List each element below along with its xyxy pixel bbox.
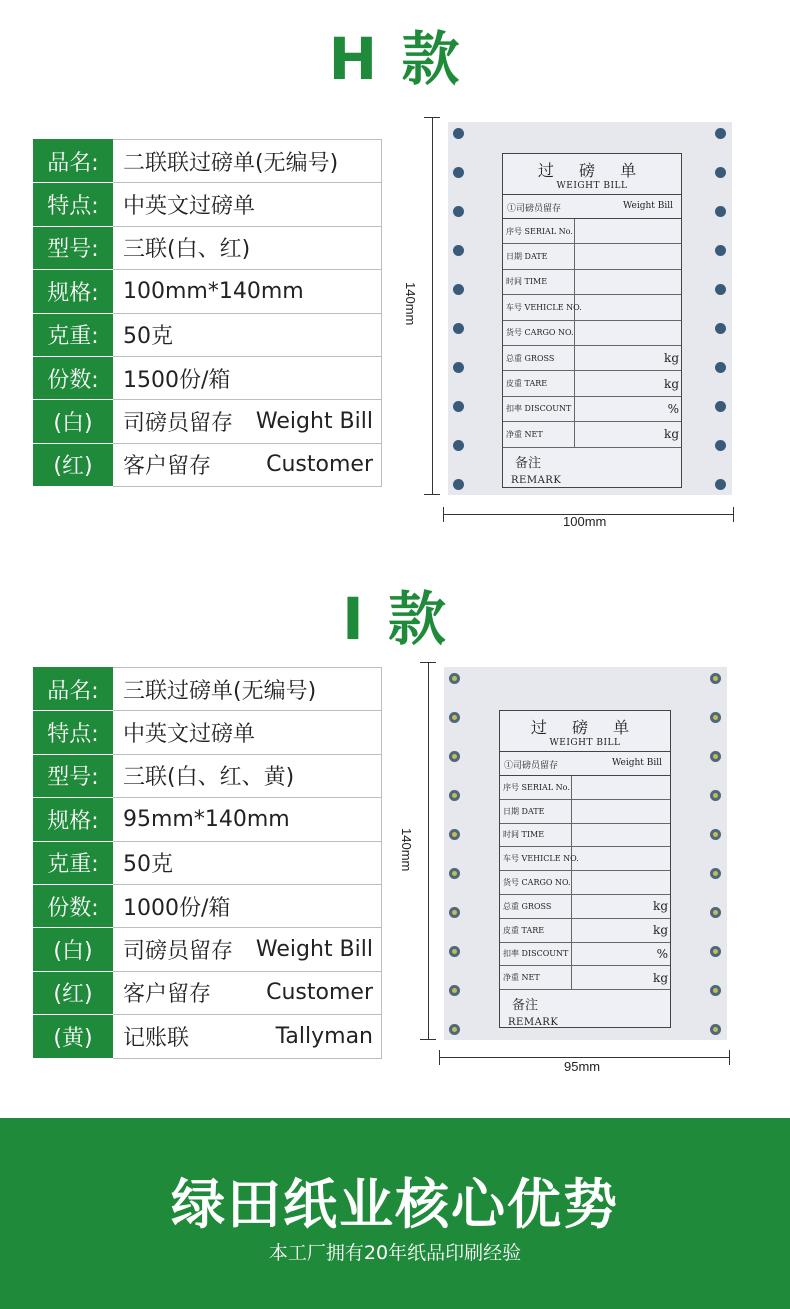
form-row <box>500 919 670 943</box>
form-row <box>503 219 681 244</box>
tractor-hole <box>453 323 464 334</box>
spec-row <box>34 140 382 183</box>
spec-table-h <box>33 139 382 487</box>
form-row-unit: kg <box>653 899 668 914</box>
height-dimension-line-i <box>428 662 429 1040</box>
spec-value-cell <box>113 711 382 754</box>
spec-value-cell <box>113 400 382 443</box>
tractor-hole <box>449 751 460 762</box>
spec-value: 50克 <box>123 852 173 878</box>
form-row-label: 日期 DATE <box>503 244 575 268</box>
spec-value-cell <box>113 270 382 313</box>
spec-row <box>34 1015 382 1058</box>
tractor-hole <box>449 790 460 801</box>
spec-row <box>34 711 382 754</box>
form-row-label: 时间 TIME <box>503 270 575 294</box>
form-row-label: 皮重 TARE <box>503 371 575 395</box>
left-tractor-holes <box>444 667 466 1040</box>
spec-value: 1000份/箱 <box>123 895 231 921</box>
form-row <box>503 422 681 447</box>
banner-subtitle: 本工厂拥有20年纸品印刷经验 <box>268 1242 522 1264</box>
form-title-cn: 过 磅 单 <box>537 161 647 180</box>
form-row-label: 日期 DATE <box>500 800 572 823</box>
spec-value-cell <box>113 183 382 226</box>
spec-label: (黄) <box>34 1015 113 1058</box>
spec-value: 司磅员留存 <box>123 939 234 965</box>
spec-value-cell <box>113 1015 382 1058</box>
height-dimension-cap-bottom-h <box>424 494 440 495</box>
height-dimension-cap-top-h <box>424 117 440 118</box>
form-row <box>500 847 670 871</box>
form-title-en: WEIGHT BILL <box>503 181 681 195</box>
spec-label: 品名: <box>34 140 113 183</box>
spec-label: (白) <box>34 400 113 443</box>
spec-value-cell <box>113 443 382 486</box>
height-dimension-line-h <box>432 117 433 495</box>
spec-value: 客户留存 <box>123 454 212 480</box>
form-row-label: 货号 CARGO NO. <box>503 321 575 345</box>
tractor-hole <box>715 362 726 373</box>
form-copy-en: Weight Bill <box>611 758 662 768</box>
spec-value-english: Weight Bill <box>255 409 373 435</box>
form-remark-en: REMARK <box>508 1017 559 1029</box>
spec-value: 100mm*140mm <box>123 278 304 304</box>
spec-value-cell <box>113 971 382 1014</box>
form-row-label: 序号 SERIAL No. <box>503 219 575 243</box>
tractor-hole <box>715 128 726 139</box>
form-row <box>500 943 670 967</box>
form-row <box>500 776 670 800</box>
form-row-label: 净重 NET <box>503 422 575 446</box>
spec-value-cell <box>113 140 382 183</box>
tractor-hole <box>710 1024 721 1035</box>
spec-value: 中英文过磅单 <box>123 722 256 748</box>
spec-row <box>34 400 382 443</box>
right-tractor-holes <box>705 667 727 1040</box>
tractor-hole <box>449 1024 460 1035</box>
form-copy-line <box>503 195 681 219</box>
tractor-hole <box>710 985 721 996</box>
tractor-hole <box>710 868 721 879</box>
weight-bill-form-i <box>499 710 671 1028</box>
tractor-hole <box>453 362 464 373</box>
form-title-en: WEIGHT BILL <box>500 738 670 752</box>
tractor-hole <box>715 401 726 412</box>
form-row <box>503 270 681 295</box>
spec-value: 二联联过磅单(无编号) <box>123 150 339 176</box>
tractor-hole <box>715 206 726 217</box>
tractor-hole <box>715 245 726 256</box>
spec-value-english: Customer <box>266 452 373 478</box>
spec-value: 三联(白、红、黄) <box>123 765 295 791</box>
section-heading-i: I 款 <box>342 585 448 653</box>
spec-value-cell <box>113 226 382 269</box>
spec-value: 记账联 <box>123 1025 190 1051</box>
form-row <box>500 966 670 990</box>
height-dimension-label-i: 140mm <box>399 828 414 872</box>
section-heading-h: H 款 <box>328 25 462 93</box>
height-dimension-cap-top-i <box>420 662 436 663</box>
spec-row <box>34 884 382 927</box>
spec-label: 份数: <box>34 884 113 927</box>
form-row <box>503 295 681 320</box>
tractor-hole <box>449 673 460 684</box>
spec-value-cell <box>113 928 382 971</box>
form-copy-line <box>500 752 670 776</box>
form-row <box>503 346 681 371</box>
spec-row <box>34 356 382 399</box>
form-row-label: 车号 VEHICLE NO. <box>503 295 575 319</box>
form-row-label: 总重 GROSS <box>500 895 572 918</box>
spec-value: 司磅员留存 <box>123 411 234 437</box>
tractor-hole <box>715 479 726 490</box>
width-dimension-cap-right-i <box>729 1050 730 1065</box>
tractor-hole <box>453 284 464 295</box>
spec-value: 客户留存 <box>123 982 212 1008</box>
form-row-unit: kg <box>653 923 668 938</box>
form-row-unit: kg <box>664 351 679 366</box>
spec-label: 特点: <box>34 183 113 226</box>
tractor-hole <box>453 401 464 412</box>
tractor-hole <box>715 440 726 451</box>
form-copy-en: Weight Bill <box>622 201 673 211</box>
spec-row <box>34 928 382 971</box>
tractor-hole <box>449 946 460 957</box>
form-copy-cn: ①司磅员留存 <box>507 204 562 214</box>
spec-value-english: Weight Bill <box>255 937 373 963</box>
height-dimension-cap-bottom-i <box>420 1039 436 1040</box>
tractor-hole <box>710 751 721 762</box>
tractor-hole <box>453 245 464 256</box>
left-tractor-holes <box>448 122 470 495</box>
banner-title: 绿田纸业核心优势 <box>171 1173 619 1236</box>
tractor-hole <box>710 907 721 918</box>
width-dimension-label-i: 95mm <box>564 1059 601 1074</box>
form-row <box>503 371 681 396</box>
form-row-label: 扣率 DISCOUNT <box>503 397 575 421</box>
spec-row <box>34 183 382 226</box>
width-dimension-label-h: 100mm <box>563 514 607 529</box>
tractor-hole <box>710 946 721 957</box>
spec-label: 规格: <box>34 270 113 313</box>
spec-label: (白) <box>34 928 113 971</box>
spec-value: 95mm*140mm <box>123 806 290 832</box>
spec-label: 克重: <box>34 313 113 356</box>
tractor-hole <box>453 206 464 217</box>
tractor-hole <box>710 673 721 684</box>
form-row-label: 货号 CARGO NO. <box>500 871 572 894</box>
tractor-hole <box>449 985 460 996</box>
form-row-unit: kg <box>664 376 679 391</box>
spec-label: (红) <box>34 443 113 486</box>
spec-label: 份数: <box>34 356 113 399</box>
spec-value-english: Tallyman <box>275 1023 373 1049</box>
spec-row <box>34 226 382 269</box>
spec-row <box>34 443 382 486</box>
spec-row <box>34 971 382 1014</box>
form-row-unit: kg <box>653 970 668 985</box>
tractor-hole <box>453 128 464 139</box>
spec-value-english: Customer <box>266 980 373 1006</box>
spec-label: 规格: <box>34 798 113 841</box>
tractor-hole <box>453 479 464 490</box>
right-tractor-holes <box>710 122 732 495</box>
tractor-hole <box>449 829 460 840</box>
tractor-hole <box>715 323 726 334</box>
form-row <box>500 824 670 848</box>
spec-label: 品名: <box>34 668 113 711</box>
form-row-label: 扣率 DISCOUNT <box>500 943 572 966</box>
tractor-hole <box>449 712 460 723</box>
spec-row <box>34 668 382 711</box>
form-row <box>500 895 670 919</box>
weight-bill-form-h <box>502 153 682 488</box>
tractor-hole <box>453 440 464 451</box>
spec-row <box>34 798 382 841</box>
form-row-label: 序号 SERIAL No. <box>500 776 572 799</box>
form-row <box>503 244 681 269</box>
width-dimension-cap-left-i <box>439 1050 440 1065</box>
form-row-label: 总重 GROSS <box>503 346 575 370</box>
tractor-hole <box>710 712 721 723</box>
tractor-hole <box>710 790 721 801</box>
tractor-hole <box>449 868 460 879</box>
spec-value: 1500份/箱 <box>123 367 231 393</box>
spec-value-cell <box>113 798 382 841</box>
form-row <box>503 397 681 422</box>
spec-row <box>34 313 382 356</box>
spec-value-cell <box>113 754 382 797</box>
form-copy-cn: ①司磅员留存 <box>504 761 559 771</box>
spec-value: 三联过磅单(无编号) <box>123 678 317 704</box>
form-row <box>500 800 670 824</box>
form-remark-cn: 备注 <box>512 998 539 1014</box>
form-row-label: 时间 TIME <box>500 824 572 847</box>
spec-value: 三联(白、红) <box>123 237 251 263</box>
spec-table-i <box>33 667 382 1059</box>
form-row-unit: kg <box>664 427 679 442</box>
width-dimension-line-i <box>439 1057 730 1058</box>
form-row-label: 皮重 TARE <box>500 919 572 942</box>
spec-value: 50克 <box>123 324 173 350</box>
core-advantage-banner <box>0 1118 790 1309</box>
spec-value-cell <box>113 356 382 399</box>
form-row-label: 净重 NET <box>500 966 572 989</box>
tractor-hole <box>715 167 726 178</box>
spec-label: (红) <box>34 971 113 1014</box>
tractor-hole <box>715 284 726 295</box>
height-dimension-label-h: 140mm <box>403 282 418 326</box>
form-row-unit: % <box>667 401 679 416</box>
form-row <box>503 321 681 346</box>
spec-row <box>34 841 382 884</box>
spec-value-cell <box>113 884 382 927</box>
tractor-hole <box>449 907 460 918</box>
form-row <box>500 871 670 895</box>
form-remark-cn: 备注 <box>515 455 542 471</box>
spec-value-cell <box>113 841 382 884</box>
form-row-label: 车号 VEHICLE NO. <box>500 847 572 870</box>
spec-label: 特点: <box>34 711 113 754</box>
form-title-cn: 过 磅 单 <box>530 718 640 737</box>
spec-row <box>34 270 382 313</box>
spec-row <box>34 754 382 797</box>
spec-label: 克重: <box>34 841 113 884</box>
tractor-hole <box>453 167 464 178</box>
width-dimension-cap-right-h <box>733 507 734 522</box>
width-dimension-cap-left-h <box>443 507 444 522</box>
spec-label: 型号: <box>34 754 113 797</box>
spec-label: 型号: <box>34 226 113 269</box>
spec-value-cell <box>113 313 382 356</box>
tractor-hole <box>710 829 721 840</box>
form-row-unit: % <box>656 946 668 961</box>
spec-value-cell <box>113 668 382 711</box>
spec-value: 中英文过磅单 <box>123 194 256 220</box>
form-remark-en: REMARK <box>511 474 562 486</box>
